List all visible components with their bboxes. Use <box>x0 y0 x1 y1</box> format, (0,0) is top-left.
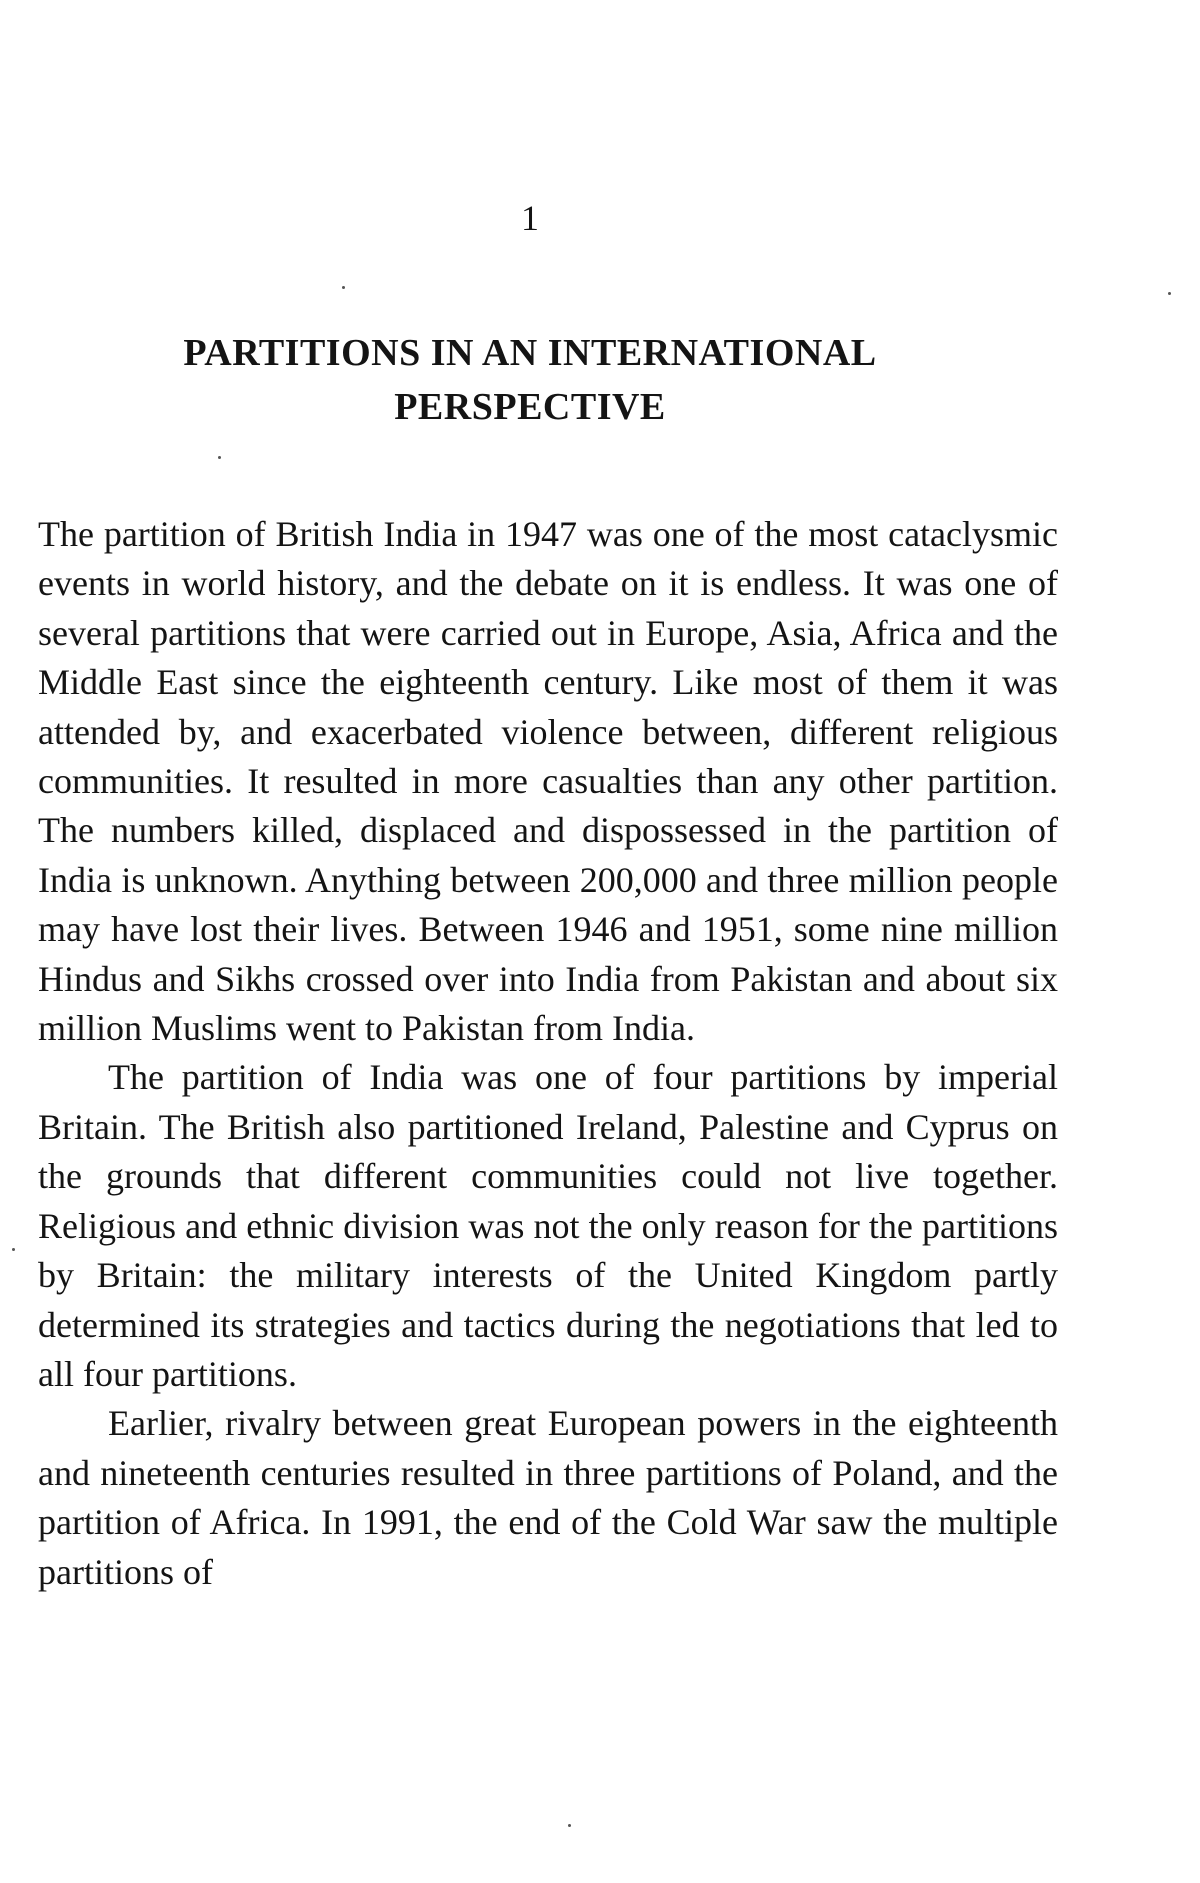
paragraph: Earlier, rivalry between great European powers in the eighteenth and nineteenth centuries resulted in three partitions of Poland, and the partition of Africa. In 1991, the end of the Cold War saw the multiple partitions of <box>38 1403 1058 1592</box>
chapter-number: 1 <box>521 198 539 238</box>
paragraph: The partition of India was one of four partitions by imperial Britain. The British also partitioned Ireland, Palestine and Cyprus on the grounds that different communities could not live together. Religious and ethnic division was not the only reason for the partitions by Britain: the military interests of the United Kingdom partly determined its strategies and tactics during the negotiations that led to all four partitions. <box>38 1057 1058 1394</box>
scan-speck <box>342 286 345 289</box>
body-text <box>38 510 1058 1597</box>
scan-speck <box>1168 292 1171 295</box>
chapter-title-line-2: PERSPECTIVE <box>394 386 666 428</box>
chapter-title <box>90 326 970 434</box>
scan-speck <box>12 1248 15 1251</box>
scan-speck <box>218 456 221 459</box>
chapter-title-line-1: PARTITIONS IN AN INTERNATIONAL <box>183 332 877 374</box>
scan-speck <box>568 1824 571 1827</box>
paragraph: The partition of British India in 1947 was one of the most cataclysmic events in world history, and the debate on it is endless. It was one of several partitions that were carried out in Europe, Asia, Africa and the Middle East since the eighteenth century. Like most of them it was attended by, and exacerbated violence between, different religious communities. It resulted in more casualties than any other partition. The numbers killed, displaced and dispossessed in the partition of India is unknown. Anything between 200,000 and three million people may have lost their lives. Between 1946 and 1951, some nine million Hindus and Sikhs crossed over into India from Pakistan and about six million Muslims went to Pakistan from India. <box>38 514 1058 1049</box>
